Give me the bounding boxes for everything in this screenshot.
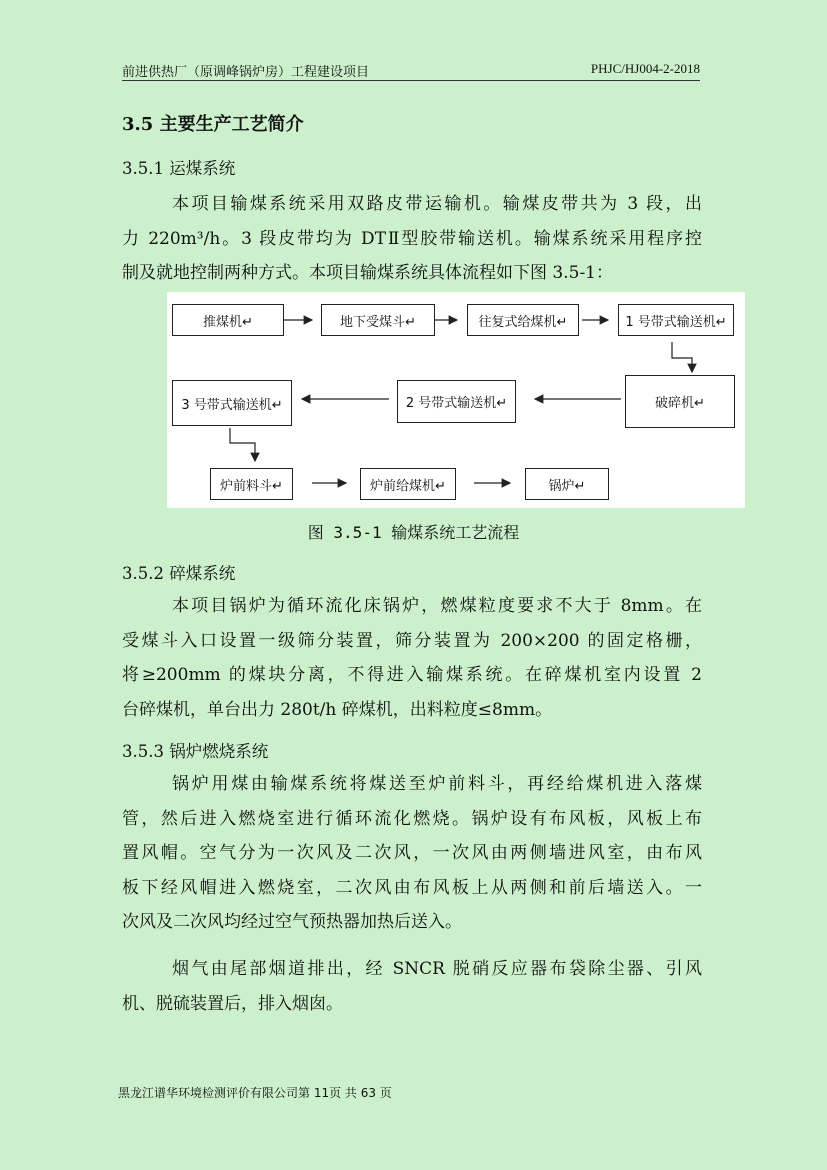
subsection-title-353: 3.5.3 锅炉燃烧系统 <box>122 742 269 761</box>
flow-node-front-feeder: 炉前给煤机↵ <box>360 468 456 500</box>
section-title: 3.5 主要生产工艺简介 <box>122 114 304 135</box>
text-line: 锅炉用煤由输煤系统将煤送至炉前料斗，再经给煤机进入落煤 <box>172 774 702 794</box>
flow-node-conveyor-3: 3 号带式输送机↵ <box>172 380 292 426</box>
paragraph-351 <box>122 187 702 291</box>
header-doc-code: PHJC/HJ004-2-2018 <box>590 61 700 76</box>
text-line: 置风帽。空气分为一次风及二次风，一次风由两侧墙进风室，由布风 <box>122 843 702 863</box>
page-footer: 黑龙江谱华环境检测评价有限公司第 11页 共 63 页 <box>118 1086 392 1100</box>
subsection-title-352: 3.5.2 碎煤系统 <box>122 564 236 583</box>
text-line: 力 220m³/h。3 段皮带均为 DTⅡ型胶带输送机。输煤系统采用程序控 <box>122 228 702 249</box>
flow-node-boiler: 锅炉↵ <box>525 468 609 500</box>
text-line: 烟气由尾部烟道排出，经 SNCR 脱硝反应器布袋除尘器、引风 <box>172 959 702 979</box>
header-project-title: 前进供热厂（原调峰锅炉房）工程建设项目 <box>122 65 370 80</box>
page-header <box>122 58 700 81</box>
text-line: 板下经风帽进入燃烧室，二次风由布风板上从两侧和前后墙送入。一 <box>122 877 702 898</box>
text-line: 管，然后进入燃烧室进行循环流化燃烧。锅炉设有布风板，风板上布 <box>122 808 702 829</box>
text-line: 台碎煤机，单台出力 280t/h 碎煤机，出料粒度≤8mm。 <box>122 699 553 720</box>
text-line: 本项目输煤系统采用双路皮带运输机。输煤皮带共为 3 段，出 <box>172 194 702 214</box>
flow-node-reciprocating-feeder: 往复式给煤机↵ <box>467 304 579 336</box>
paragraph-352 <box>122 589 702 727</box>
text-line: 机、脱硫装置后，排入烟囱。 <box>122 993 343 1014</box>
arrow <box>672 342 692 372</box>
text-line: 受煤斗入口设置一级筛分装置，筛分装置为 200×200 的固定格栅， <box>122 630 702 651</box>
text-line: 次风及二次风均经过空气预热器加热后送入。 <box>122 912 462 932</box>
flow-node-underground-hopper: 地下受煤斗↵ <box>321 304 435 336</box>
paragraph-353 <box>122 767 702 940</box>
text-line: 制及就地控制两种方式。本项目输煤系统具体流程如下图 3.5-1： <box>122 263 613 283</box>
arrow <box>230 428 255 461</box>
flow-node-crusher: 破碎机↵ <box>625 375 735 428</box>
flow-node-conveyor-1: 1 号带式输送机↵ <box>618 304 734 336</box>
flow-node-pusher: 推煤机↵ <box>172 304 284 336</box>
figure-caption: 图 3.5-1 输煤系统工艺流程 <box>307 523 520 542</box>
flow-node-front-hopper: 炉前料斗↵ <box>210 468 293 500</box>
text-line: 将≥200mm 的煤块分离，不得进入输煤系统。在碎煤机室内设置 2 <box>122 665 702 685</box>
paragraph-353-flue <box>122 952 702 1021</box>
text-line: 本项目锅炉为循环流化床锅炉，燃煤粒度要求不大于 8mm。在 <box>172 596 702 616</box>
flow-node-conveyor-2: 2 号带式输送机↵ <box>397 380 516 423</box>
subsection-title-351: 3.5.1 运煤系统 <box>122 159 236 178</box>
flowchart <box>167 292 745 508</box>
